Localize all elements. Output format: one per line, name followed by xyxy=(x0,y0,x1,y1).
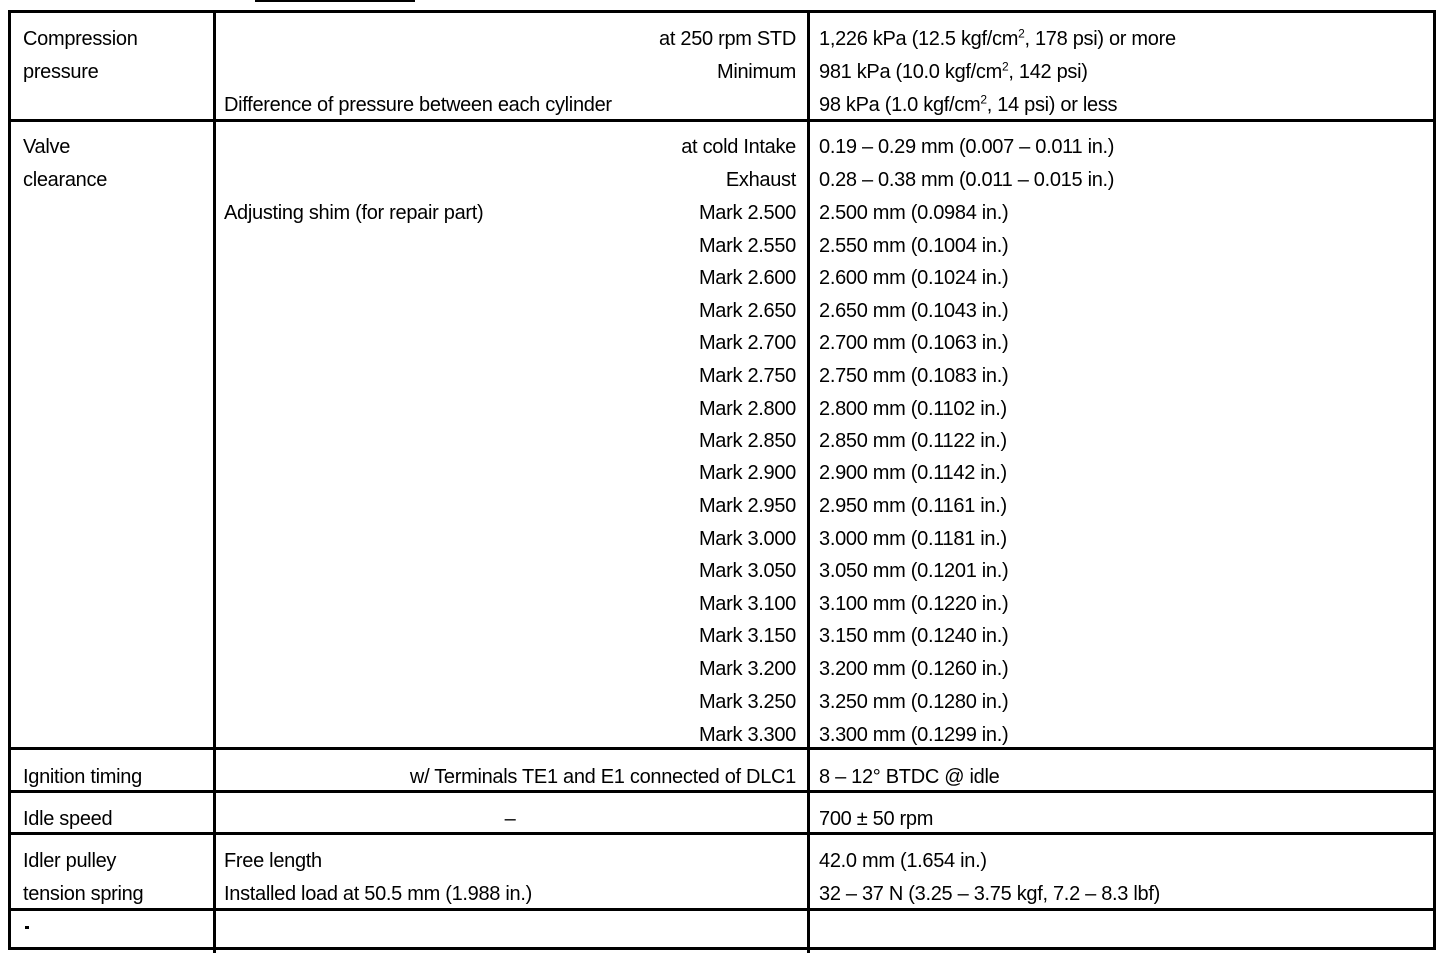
valve-label-2: clearance xyxy=(23,169,108,191)
valve-cond-exhaust: Exhaust xyxy=(725,169,796,191)
pulley-spec-free: 42.0 mm (1.654 in.) xyxy=(819,850,987,872)
cut-off-mark xyxy=(25,926,29,929)
compression-spec-min: 981 kPa (10.0 kgf/$cm^2$, 142 psi) xyxy=(819,59,1088,83)
pulley-label-2: tension spring xyxy=(23,883,144,905)
shim-spec: 2.850 mm (0.1122 in.) xyxy=(819,430,1007,452)
ignition-label: Ignition timing xyxy=(23,766,142,788)
shim-mark: Mark 3.300 xyxy=(698,724,796,746)
pulley-label-1: Idler pulley xyxy=(23,850,117,872)
compression-cond-diff: Difference of pressure between each cylinder xyxy=(224,94,612,116)
valve-cond-intake: at cold Intake xyxy=(681,136,796,158)
shim-mark: Mark 3.200 xyxy=(698,658,796,680)
shim-mark: Mark 2.500 xyxy=(698,202,796,224)
idle-spec: 700 ± 50 rpm xyxy=(819,808,934,830)
compression-label-2: pressure xyxy=(23,61,99,83)
row-divider xyxy=(11,832,1433,835)
shim-spec: 2.550 mm (0.1004 in.) xyxy=(819,235,1009,257)
ignition-spec: 8 – 12° BTDC @ idle xyxy=(819,766,1000,788)
column-divider xyxy=(807,13,810,953)
shim-mark: Mark 3.000 xyxy=(698,528,796,550)
shim-spec: 2.800 mm (0.1102 in.) xyxy=(819,398,1007,420)
shim-spec: 3.250 mm (0.1280 in.) xyxy=(819,691,1009,713)
shim-spec: 3.150 mm (0.1240 in.) xyxy=(819,625,1009,647)
shim-mark: Mark 2.750 xyxy=(698,365,796,387)
shim-spec: 3.100 mm (0.1220 in.) xyxy=(819,593,1009,615)
pulley-cond-load: Installed load at 50.5 mm (1.988 in.) xyxy=(224,883,532,905)
valve-label-1: Valve xyxy=(23,136,71,158)
shim-mark: Mark 2.550 xyxy=(698,235,796,257)
shim-spec: 2.700 mm (0.1063 in.) xyxy=(819,332,1009,354)
pulley-spec-load: 32 – 37 N (3.25 – 3.75 kgf, 7.2 – 8.3 lbf) xyxy=(819,883,1160,905)
shim-spec: 2.950 mm (0.1161 in.) xyxy=(819,495,1007,517)
compression-cond-min: Minimum xyxy=(716,61,796,83)
row-divider xyxy=(11,747,1433,750)
shim-mark: Mark 2.900 xyxy=(698,462,796,484)
shim-label: Adjusting shim (for repair part) xyxy=(224,202,484,224)
shim-mark: Mark 2.700 xyxy=(698,332,796,354)
idle-label: Idle speed xyxy=(23,808,113,830)
idle-cond: – xyxy=(504,808,516,830)
shim-mark: Mark 2.600 xyxy=(698,267,796,289)
top-edge-mark xyxy=(255,0,415,2)
shim-spec: 3.050 mm (0.1201 in.) xyxy=(819,560,1009,582)
shim-mark: Mark 2.800 xyxy=(698,398,796,420)
row-divider xyxy=(11,790,1433,793)
shim-mark: Mark 3.250 xyxy=(698,691,796,713)
valve-spec-intake: 0.19 – 0.29 mm (0.007 – 0.011 in.) xyxy=(819,136,1115,158)
valve-spec-exhaust: 0.28 – 0.38 mm (0.011 – 0.015 in.) xyxy=(819,169,1115,191)
compression-spec-std: 1,226 kPa (12.5 kgf/$cm^2$, 178 psi) or more xyxy=(819,26,1176,50)
shim-mark: Mark 3.150 xyxy=(698,625,796,647)
shim-mark: Mark 3.050 xyxy=(698,560,796,582)
spec-table xyxy=(8,10,1436,950)
shim-spec: 3.200 mm (0.1260 in.) xyxy=(819,658,1009,680)
shim-spec: 2.750 mm (0.1083 in.) xyxy=(819,365,1009,387)
shim-spec: 2.650 mm (0.1043 in.) xyxy=(819,300,1009,322)
compression-label-1: Compression xyxy=(23,28,138,50)
ignition-cond: w/ Terminals TE1 and E1 connected of DLC1 xyxy=(409,766,796,788)
pulley-cond-free: Free length xyxy=(224,850,322,872)
shim-spec: 2.600 mm (0.1024 in.) xyxy=(819,267,1009,289)
compression-spec-diff: 98 kPa (1.0 kgf/$cm^2$, 14 psi) or less xyxy=(819,92,1118,116)
row-divider xyxy=(11,908,1433,911)
shim-mark: Mark 2.650 xyxy=(698,300,796,322)
compression-cond-std: at 250 rpm STD xyxy=(659,28,796,50)
shim-mark: Mark 3.100 xyxy=(698,593,796,615)
shim-spec: 2.500 mm (0.0984 in.) xyxy=(819,202,1009,224)
row-divider xyxy=(11,119,1433,122)
shim-spec: 3.000 mm (0.1181 in.) xyxy=(819,528,1007,550)
shim-spec: 3.300 mm (0.1299 in.) xyxy=(819,724,1009,746)
shim-spec: 2.900 mm (0.1142 in.) xyxy=(819,462,1007,484)
shim-mark: Mark 2.850 xyxy=(698,430,796,452)
shim-mark: Mark 2.950 xyxy=(698,495,796,517)
